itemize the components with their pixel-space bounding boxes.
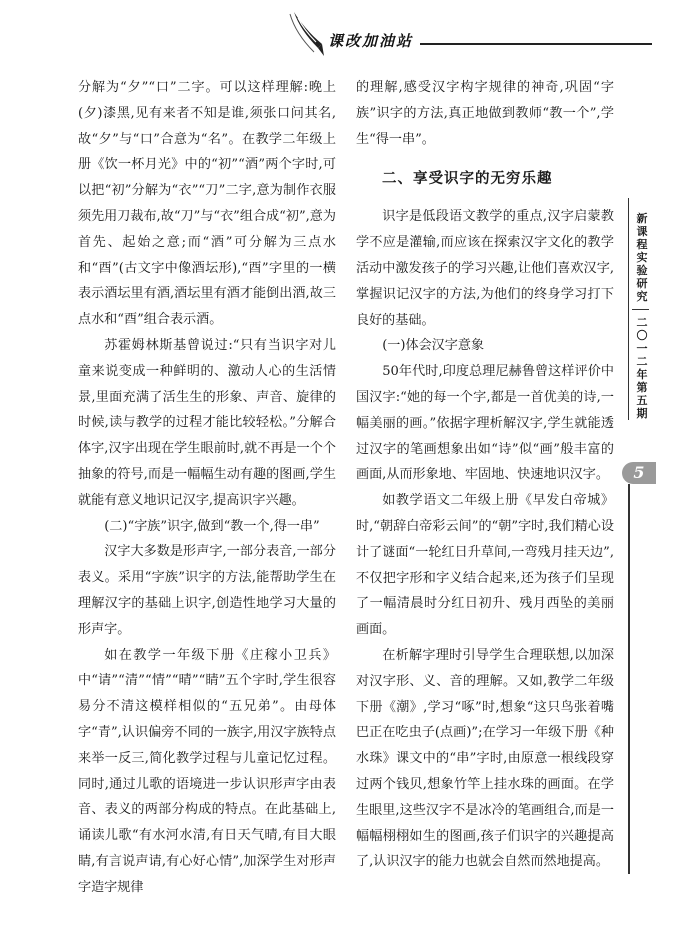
subsection-heading: (二)“字族”识字,做到“教一个,得一串” (104, 518, 320, 534)
body-paragraph: 苏霍姆林斯基曾说过:“只有当识字对儿童来说变成一种鲜明的、激动人心的生活情景,里面充满了活生生的形象、声音、旋律的时候,读与教学的过程才能比较轻松。”分解合体字,汉字出现在学生眼前时,就不再是一个个抽象的符号,而是一幅幅生动有趣的图画,学生就能有意义地识记汉字,提高识字兴趣。 (78, 337, 336, 508)
pen-nib-icon (288, 10, 328, 62)
body-paragraph: 的理解,感受汉字构字规律的神奇,巩固“字族”识字的方法,真正地做到教师“教一个”,学生“得一串”。 (356, 80, 614, 147)
body-paragraph: 在析解字理时引导学生合理联想,以加深对汉字形、义、音的理解。又如,教学二年级下册《潮》,学习“啄”时,想象“这只鸟张着嘴巴正在吃虫子(点画)”;在学习一年级下册《种水珠》课文中的“串”字时,由原意一根线段穿过两个钱贝,想象竹竿上挂水珠的画面。在学生眼里,这些汉字不是冰冷的笔画组合,而是一幅幅栩栩如生的图画,孩子们识字的兴趣提高了,认识汉字的能力也就会自然而然地提高。 (356, 647, 614, 870)
page-header (0, 0, 680, 70)
body-paragraph: 汉字大多数是形声字,一部分表音,一部分表义。采用“字族”识字的方法,能帮助学生在理解汉字的基础上识字,创造性地学习大量的形声字。 (78, 544, 336, 637)
subsection-heading: (一)体会汉字意象 (382, 338, 485, 354)
journal-sidebar (628, 198, 651, 420)
right-column-section-body (356, 204, 614, 875)
sidebar-divider (632, 309, 649, 310)
journal-name: 新课程实验研究 (636, 212, 648, 303)
body-paragraph: 如在教学一年级下册《庄稼小卫兵》中“请”“清”“情”“晴”“睛”五个字时,学生很容易分不清这模样相似的“五兄弟”。由母体字“青”,认识偏旁不同的一族字,用汉字族特点来举一反三,简化教学过程与儿童记忆过程。同时,通过儿歌的语境进一步认识形声字由表音、表义的两部分构成的特点。在此基础上,诵读儿歌“有水河水清,有日天气晴,有目大眼睛,有言说声请,有心好心情”,加深学生对形声字造字规律 (78, 647, 336, 895)
body-paragraph: 分解为“夕”“口”二字。可以这样理解:晚上(夕)漆黑,见有来者不知是谁,须张口问其名,故“夕”与“口”合意为“名”。在教学二年级上册《饮一杯月光》中的“初”“酒”两个字时,可以把“初”分解为“衣”“刀”二字,意为制作衣服须先用刀裁布,故“刀”与“衣”组合成“初”,意为首先、起始之意;而“酒”可分解为三点水和“酉”(古文字中像酒坛形),“酉”字里的一横表示酒坛里有酒,酒坛里有酒才能倒出酒,故三点水和“酉”组合表示酒。 (78, 80, 336, 328)
right-column-continuation (356, 75, 614, 152)
issue-label: 二〇一二年第五期 (636, 316, 648, 420)
sidebar-rule (628, 484, 630, 874)
column-title: 课改加油站 (328, 32, 414, 50)
body-paragraph: 识字是低段语文教学的重点,汉字启蒙教学不应是灌输,而应该在探索汉字文化的教学活动中激发孩子的学习兴趣,让他们喜欢汉字,掌握识记汉字的方法,为他们的终身学习打下良好的基础。 (356, 209, 614, 328)
header-rule (420, 43, 652, 45)
body-paragraph: 如教学语文二年级上册《早发白帝城》时,“朝辞白帝彩云间”的“朝”字时,我们精心设计了谜面“一轮红日升草间,一弯残月挂天边”,不仅把字形和字义结合起来,还为孩子们呈现了一幅清晨时分红日初升、残月西坠的美丽画面。 (356, 493, 614, 638)
section-heading: 二、享受识字的无穷乐趣 (382, 171, 553, 188)
page-number: 5 (633, 463, 645, 482)
right-column (356, 75, 614, 875)
body-paragraph: 50年代时,印度总理尼赫鲁曾这样评价中国汉字:“她的每一个字,都是一首优美的诗,一幅美丽的画。”依据字理析解汉字,学生就能透过汉字的笔画想象出如“诗”似“画”般丰富的画面,从而形象地、牢固地、快速地识汉字。 (356, 364, 614, 483)
left-column (78, 75, 336, 901)
